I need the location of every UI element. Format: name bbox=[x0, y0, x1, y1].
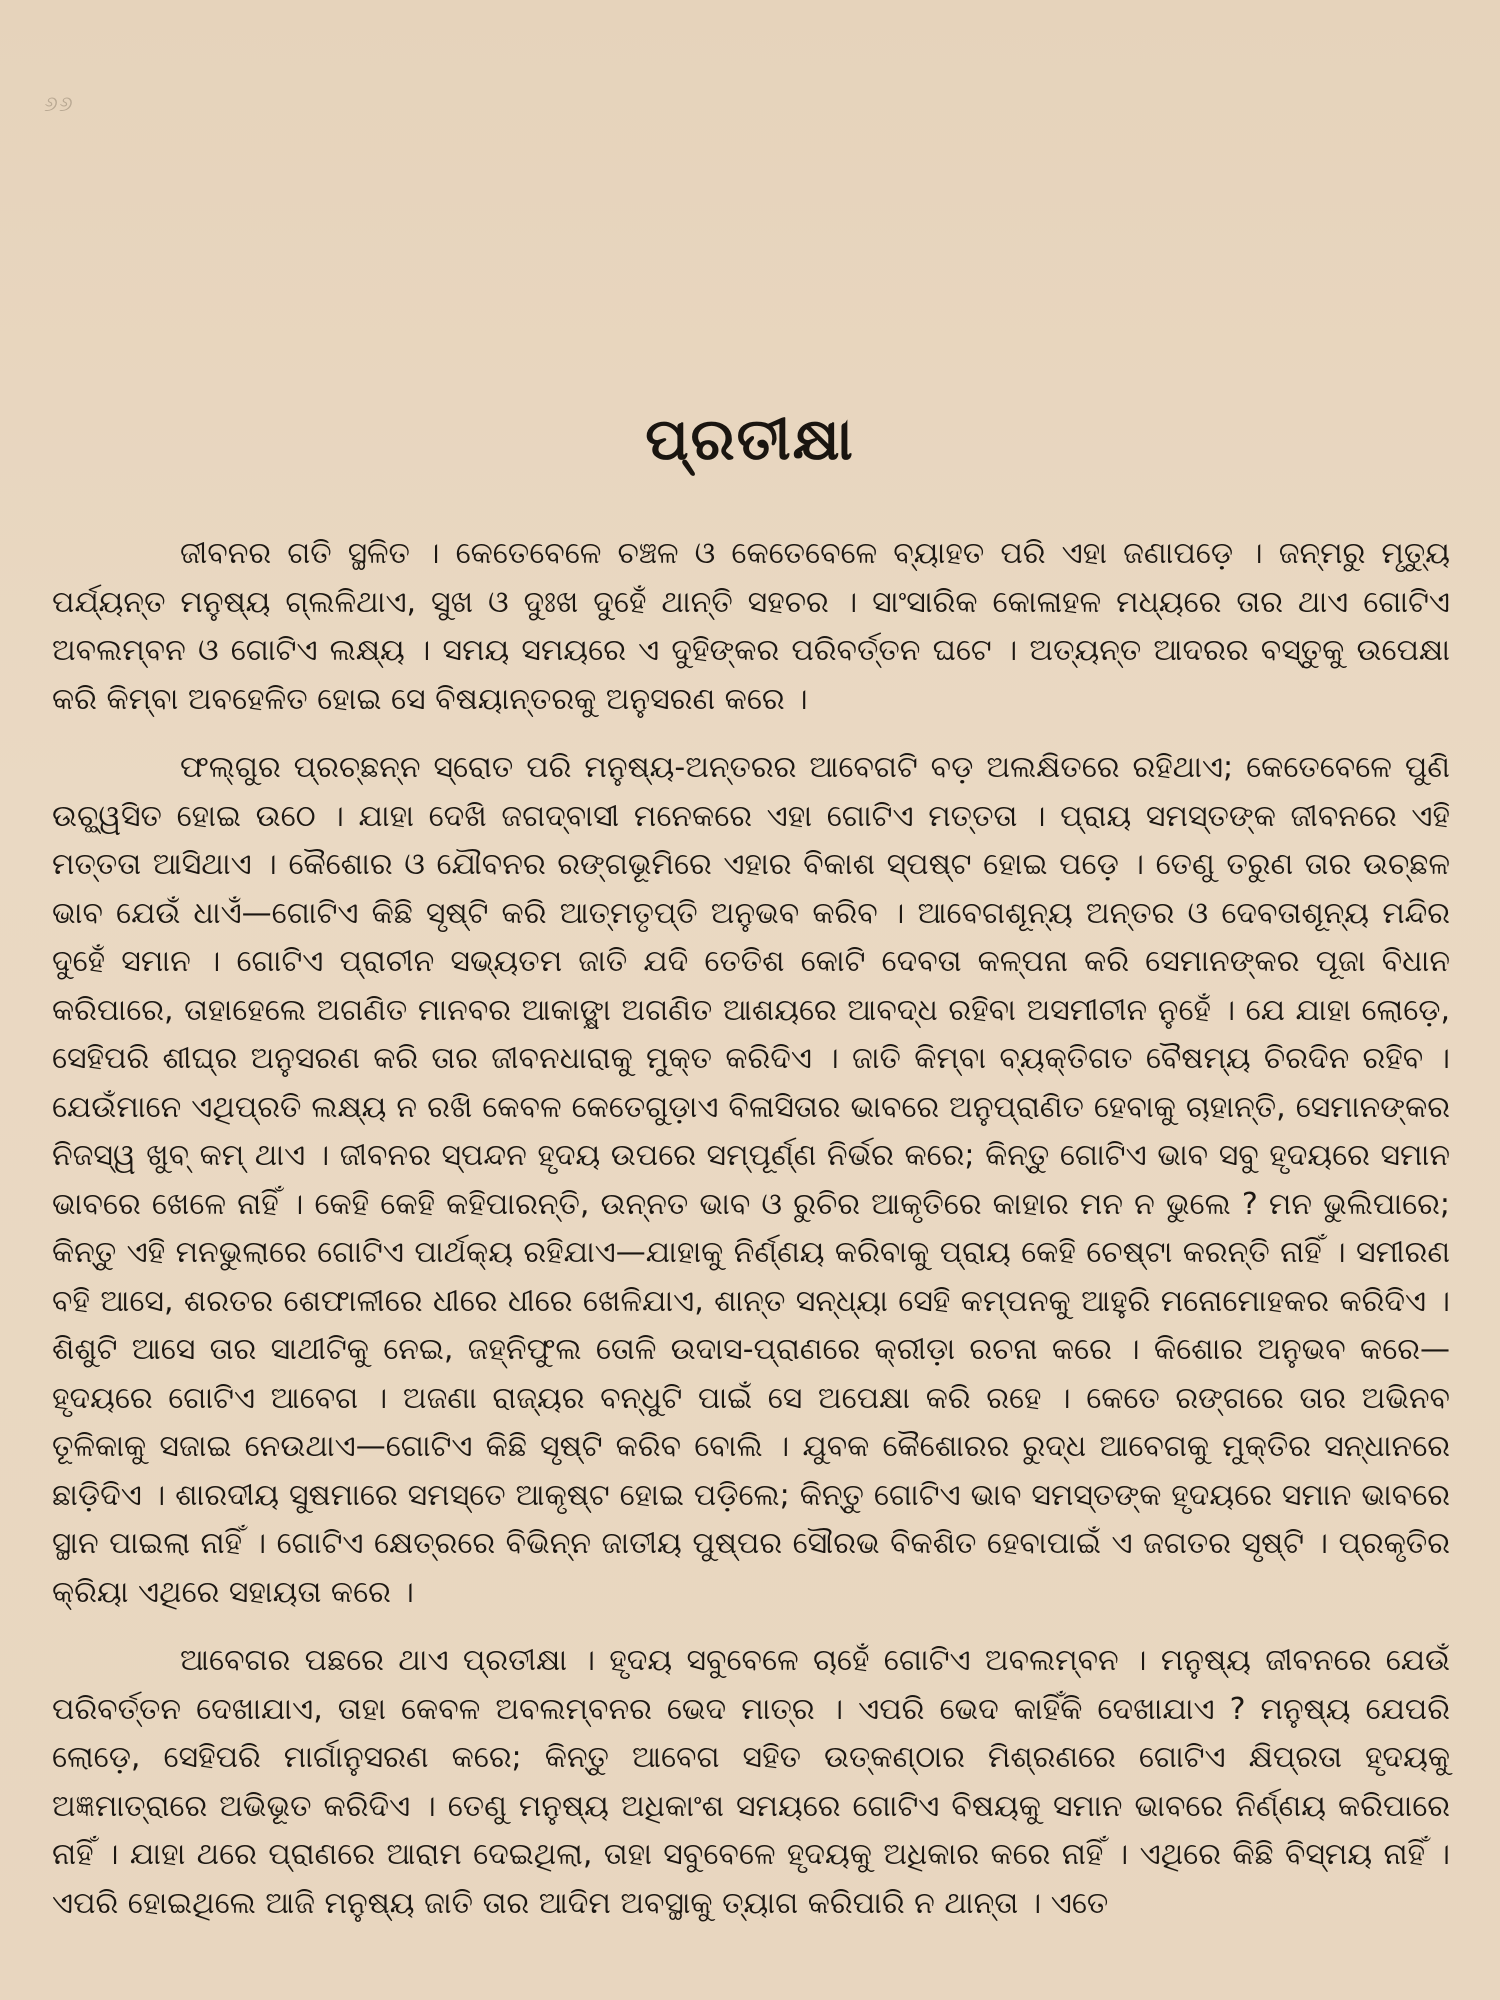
page-number: ୬୬ bbox=[44, 92, 74, 117]
body-text bbox=[52, 530, 1450, 1948]
paragraph: ଆବେଗର ପଛରେ ଥାଏ ପ୍ରତୀକ୍ଷା । ହୃଦୟ ସବୁବେଳେ ଚାହେଁ ଗୋଟିଏ ଅବଲମ୍ବନ । ମନୁଷ୍ୟ ଜୀବନରେ ଯେଉଁ ପରିବର୍ତ୍ତନ ଦେଖାଯାଏ, ତାହା କେବଳ ଅବଲମ୍ବନର ଭେଦ ମାତ୍ର । ଏପରି ଭେଦ କାହିଁକି ଦେଖାଯାଏ ? ମନୁଷ୍ୟ ଯେପରି ଲୋଡ଼େ, ସେହିପରି ମାର୍ଗାନୁସରଣ କରେ; କିନ୍ତୁ ଆବେଗ ସହିତ ଉତ୍କଣ୍ଠାର ମିଶ୍ରଣରେ ଗୋଟିଏ କ୍ଷିପ୍ରତା ହୃଦୟକୁ ଅଜ୍ଞମାତ୍ରାରେ ଅଭିଭୂତ କରିଦିଏ । ତେଣୁ ମନୁଷ୍ୟ ଅଧିକାଂଶ ସମୟରେ ଗୋଟିଏ ବିଷୟକୁ ସମାନ ଭାବରେ ନିର୍ଣ୍ଣୟ କରିପାରେ ନାହିଁ । ଯାହା ଥରେ ପ୍ରାଣରେ ଆରାମ ଦେଇଥିଲା, ତାହା ସବୁବେଳେ ହୃଦୟକୁ ଅଧିକାର କରେ ନାହିଁ । ଏଥିରେ କିଛି ବିସ୍ମୟ ନାହିଁ । ଏପରି ହୋଇଥିଲେ ଆଜି ମନୁଷ୍ୟ ଜାତି ତାର ଆଦିମ ଅବସ୍ଥାକୁ ତ୍ୟାଗ କରିପାରି ନ ଥାନ୍ତା । ଏତେ bbox=[52, 1643, 1450, 1921]
paragraph: ଜୀବନର ଗତି ସ୍ଥଳିତ । କେତେବେଳେ ଚଞ୍ଚଳ ଓ କେତେବେଳେ ବ୍ୟାହତ ପରି ଏହା ଜଣାପଡ଼େ । ଜନ୍ମରୁ ମୃତ୍ୟୁ ପର୍ଯ୍ୟନ୍ତ ମନୁଷ୍ୟ ଗ୍ଲଳିଥାଏ, ସୁଖ ଓ ଦୁଃଖ ଦୁହେଁ ଥାନ୍ତି ସହଚର । ସାଂସାରିକ କୋଳାହଳ ମଧ୍ୟରେ ତାର ଥାଏ ଗୋଟିଏ ଅବଲମ୍ବନ ଓ ଗୋଟିଏ ଲକ୍ଷ୍ୟ । ସମୟ ସମୟରେ ଏ ଦୁହିଙ୍କର ପରିବର୍ତ୍ତନ ଘଟେ । ଅତ୍ୟନ୍ତ ଆଦରର ବସ୍ତୁକୁ ଉପେକ୍ଷା କରି କିମ୍ବା ଅବହେଳିତ ହୋଇ ସେ ବିଷୟାନ୍ତରକୁ ଅନୁସରଣ କରେ । bbox=[52, 536, 1450, 717]
paragraph: ଫଲ୍ଗୁର ପ୍ରଚ୍ଛନ୍ନ ସ୍ରୋତ ପରି ମନୁଷ୍ୟ-ଅନ୍ତରର ଆବେଗଟି ବଡ଼ ଅଲକ୍ଷିତରେ ରହିଥାଏ; କେତେବେଳେ ପୁଣି ଉଚ୍ଛ୍ୱସିତ ହୋଇ ଉଠେ । ଯାହା ଦେଖି ଜଗଦ୍‌ବାସୀ ମନେକରେ ଏହା ଗୋଟିଏ ମତ୍ତତା । ପ୍ରାୟ ସମସ୍ତଙ୍କ ଜୀବନରେ ଏହି ମତ୍ତତା ଆସିଥାଏ । କୈଶୋର ଓ ଯୌବନର ରଙ୍ଗଭୂମିରେ ଏହାର ବିକାଶ ସ୍ପଷ୍ଟ ହୋଇ ପଡ଼େ । ତେଣୁ ତରୁଣ ତାର ଉଚ୍ଛଳ ଭାବ ଯେଉଁ ଧାଏଁ—ଗୋଟିଏ କିଛି ସୃଷ୍ଟି କରି ଆତ୍ମତୃପ୍ତି ଅନୁଭବ କରିବ । ଆବେଗଶୂନ୍ୟ ଅନ୍ତର ଓ ଦେବତାଶୂନ୍ୟ ମନ୍ଦିର ଦୁହେଁ ସମାନ । ଗୋଟିଏ ପ୍ରାଚୀନ ସଭ୍ୟତମ ଜାତି ଯଦି ତେତିଶ କୋଟି ଦେବତା କଳ୍ପନା କରି ସେମାନଙ୍କର ପୂଜା ବିଧାନ କରିପାରେ, ତାହାହେଲେ ଅଗଣିତ ମାନବର ଆକାଙ୍କ୍ଷା ଅଗଣିତ ଆଶୟରେ ଆବଦ୍ଧ ରହିବା ଅସମୀଚୀନ ନୁହେଁ । ଯେ ଯାହା ଲୋଡ଼େ, ସେହିପରି ଶୀଘ୍ର ଅନୁସରଣ କରି ତାର ଜୀବନଧାରାକୁ ମୁକ୍ତ କରିଦିଏ । ଜାତି କିମ୍ବା ବ୍ୟକ୍ତିଗତ ବୈଷମ୍ୟ ଚିରଦିନ ରହିବ । ଯେଉଁମାନେ ଏଥିପ୍ରତି ଲକ୍ଷ୍ୟ ନ ରଖି କେବଳ କେତେଗୁଡ଼ାଏ ବିଳାସିତାର ଭାବରେ ଅନୁପ୍ରାଣିତ ହେବାକୁ ଚାହାନ୍ତି, ସେମାନଙ୍କର ନିଜସ୍ୱ ଖୁବ୍ କମ୍ ଥାଏ । ଜୀବନର ସ୍ପନ୍ଦନ ହୃଦୟ ଉପରେ ସମ୍ପୂର୍ଣ୍ଣ ନିର୍ଭର କରେ; କିନ୍ତୁ ଗୋଟିଏ ଭାବ ସବୁ ହୃଦୟରେ ସମାନ ଭାବରେ ଖେଳେ ନାହିଁ । କେହି କେହି କହିପାରନ୍ତି, ଉନ୍ନତ ଭାବ ଓ ରୁଚିର ଆକୃତିରେ କାହାର ମନ ନ ଭୁଲେ ? ମନ ଭୁଲିପାରେ; କିନ୍ତୁ ଏହି ମନଭୁଲାରେ ଗୋଟିଏ ପାର୍ଥକ୍ୟ ରହିଯାଏ—ଯାହାକୁ ନିର୍ଣ୍ଣୟ କରିବାକୁ ପ୍ରାୟ କେହି ଚେଷ୍ଟା କରନ୍ତି ନାହିଁ । ସମୀରଣ ବହି ଆସେ, ଶରତର ଶେଫାଳୀରେ ଧୀରେ ଧୀରେ ଖେଳିଯାଏ, ଶାନ୍ତ ସନ୍ଧ୍ୟା ସେହି କମ୍ପନକୁ ଆହୁରି ମନୋମୋହକର କରିଦିଏ । ଶିଶୁଟି ଆସେ ତାର ସାଥୀଟିକୁ ନେଇ, ଜହ୍ନିଫୁଲ ତୋଳି ଉଦାସ-ପ୍ରାଣରେ କ୍ରୀଡ଼ା ରଚନା କରେ । କିଶୋର ଅନୁଭବ କରେ—ହୃଦୟରେ ଗୋଟିଏ ଆବେଗ । ଅଜଣା ରାଜ୍ୟର ବନ୍ଧୁଟି ପାଇଁ ସେ ଅପେକ୍ଷା କରି ରହେ । କେତେ ରଙ୍ଗରେ ତାର ଅଭିନବ ତୂଳିକାକୁ ସଜାଇ ନେଉଥାଏ—ଗୋଟିଏ କିଛି ସୃଷ୍ଟି କରିବ ବୋଲି । ଯୁବକ କୈଶୋରର ରୁଦ୍ଧ ଆବେଗକୁ ମୁକ୍ତିର ସନ୍ଧାନରେ ଛାଡ଼ିଦିଏ । ଶାରଦୀୟ ସୁଷମାରେ ସମସ୍ତେ ଆକୃଷ୍ଟ ହୋଇ ପଡ଼ିଲେ; କିନ୍ତୁ ଗୋଟିଏ ଭାବ ସମସ୍ତଙ୍କ ହୃଦୟରେ ସମାନ ଭାବରେ ସ୍ଥାନ ପାଇଲା ନାହିଁ । ଗୋଟିଏ କ୍ଷେତ୍ରରେ ବିଭିନ୍ନ ଜାତୀୟ ପୁଷ୍ପର ସୌରଭ ବିକଶିତ ହେବାପାଇଁ ଏ ଜଗତର ସୃଷ୍ଟି । ପ୍ରକୃତିର କ୍ରିୟା ଏଥିରେ ସହାୟତା କରେ । bbox=[52, 750, 1450, 1610]
chapter-title: ପ୍ରତୀକ୍ଷା bbox=[645, 405, 855, 473]
